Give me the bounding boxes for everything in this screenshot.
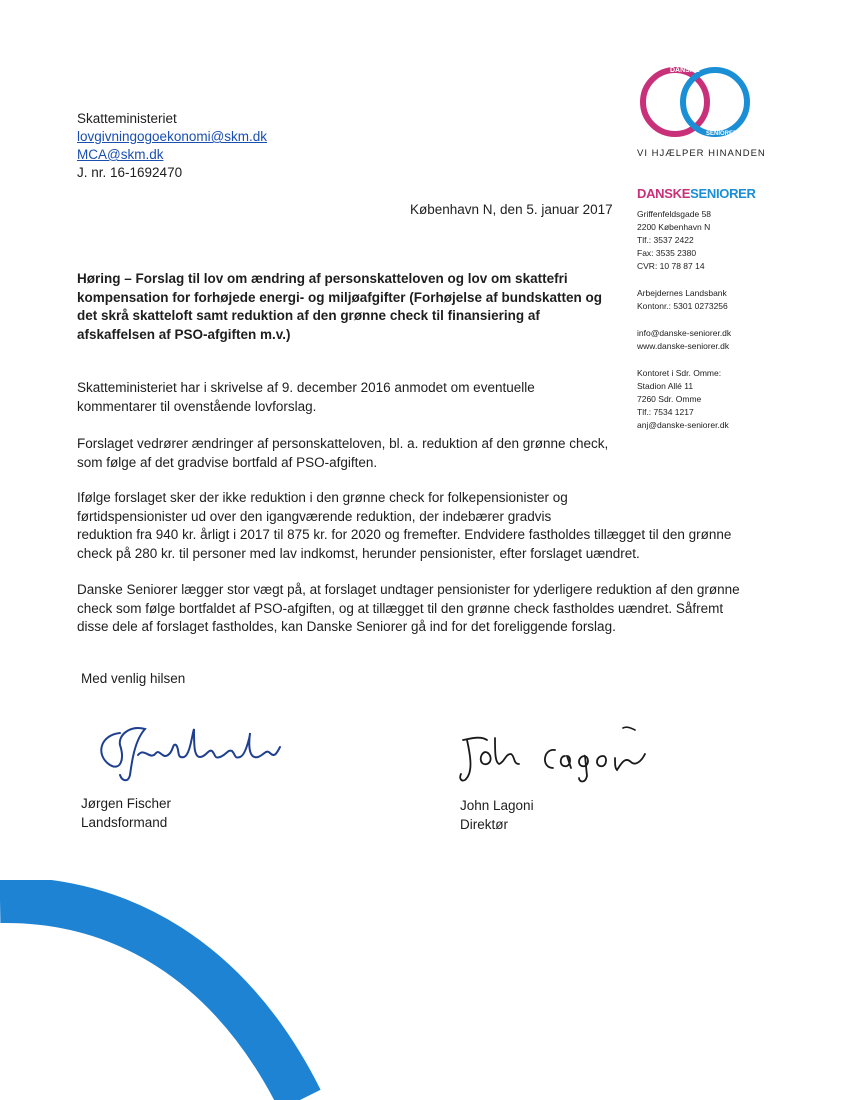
paragraph-line: check som følge bortfaldet af PSO-afgiften, og at tillægget til den grønne check fastholdes uændret. Såfremt: [77, 600, 724, 616]
paragraph-line: Ifølge forslaget sker der ikke reduktion i den grønne check for folkepensionister og: [77, 490, 568, 505]
logo-ring-pink: [643, 70, 707, 134]
sidebar-address: [637, 208, 767, 273]
office-heading: Kontoret i Sdr. Omme:: [637, 368, 722, 378]
logo-ring-bottom-text: SENIORER: [706, 131, 738, 137]
fax: Fax: 3535 2380: [637, 248, 697, 258]
recipient-name: Skatteministeriet: [77, 111, 177, 126]
logo-tagline: VI HJÆLPER HINANDEN: [637, 148, 766, 159]
paragraph-line: førtidspensionister ud over den igangværende reduktion, der indebærer gradvis: [77, 508, 552, 524]
paragraph-line: reduktion fra 940 kr. årligt i 2017 til 875 kr. for 2020 og fremefter. Endvidere fastholdes tillægget til den grønne: [77, 527, 732, 542]
signatory-title: Landsformand: [81, 815, 168, 830]
paragraph-line: check på 280 kr. til personer med lav indkomst, herunder pensionister, efter forslaget uændret.: [77, 545, 640, 561]
address-line: Griffenfeldsgade 58: [637, 209, 712, 219]
letter-date: København N, den 5. januar 2017: [410, 202, 613, 217]
recipient-block: [77, 110, 267, 182]
sender-sidebar: [637, 186, 767, 432]
email-link[interactable]: info@danske-seniorer.dk: [637, 328, 732, 338]
logo-ring-blue: [683, 70, 747, 134]
bank-account: Kontonr.: 5301 0273256: [637, 301, 728, 311]
office-email-link[interactable]: anj@danske-seniorer.dk: [637, 420, 729, 430]
paragraph-line: Danske Seniorer lægger stor vægt på, at forslaget undtager pensionister for yderligere reduktion af den grønne: [77, 582, 740, 597]
brand-part-2: SENIORER: [690, 186, 756, 201]
letter-subject: Høring – Forslag til lov om ændring af personskatteloven og lov om skattefri kompensation for forhøjede energi- og miljøafgifter (Forhøjelse af bundskatten og det skrå skatteloft samt reduktion af den grønne check til finansiering af afskaffelsen af PSO-afgiften m.v.): [77, 271, 603, 342]
paragraph-line: kommentarer til ovenstående lovforslag.: [77, 398, 317, 414]
address-line: 2200 København N: [637, 222, 711, 232]
sidebar-office: [637, 367, 767, 432]
sidebar-bank: [637, 287, 767, 313]
office-address-line: 7260 Sdr. Omme: [637, 394, 702, 404]
journal-number: J. nr. 16-1692470: [77, 165, 183, 180]
logo-ring-top-text: DANSKE: [670, 67, 700, 74]
office-phone: Tlf.: 7534 1217: [637, 407, 694, 417]
signatory-name: Jørgen Fischer: [81, 796, 172, 811]
paragraph-line: som følge af det gradvise bortfald af PSO-afgiften.: [77, 454, 378, 470]
paragraph-3: [77, 489, 767, 563]
cvr: CVR: 10 78 87 14: [637, 261, 705, 271]
sidebar-web: [637, 327, 767, 353]
website-link[interactable]: www.danske-seniorer.dk: [637, 341, 730, 351]
signatory-name: John Lagoni: [460, 798, 534, 813]
paragraph-line: Skatteministeriet har i skrivelse af 9. december 2016 anmodet om eventuelle: [77, 380, 535, 395]
paragraph-2: [77, 435, 767, 472]
signature-john-lagoni: [455, 718, 655, 793]
brand-part-1: DANSKE: [637, 186, 691, 201]
phone: Tlf.: 3537 2422: [637, 235, 694, 245]
paragraph-line: disse dele af forslaget fastholdes, kan Danske Seniorer gå ind for det foreliggende forslag.: [77, 619, 616, 634]
closing-phrase: Med venlig hilsen: [81, 671, 186, 686]
decorative-arc: [0, 880, 330, 1100]
signatory-1: [81, 794, 171, 832]
paragraph-4: [77, 581, 767, 637]
office-address-line: Stadion Allé 11: [637, 381, 694, 391]
signatory-title: Direktør: [460, 817, 508, 832]
paragraph-line: Forslaget vedrører ændringer af personskatteloven, bl. a. reduktion af den grønne check,: [77, 436, 609, 451]
signature-joergen-fischer: [90, 715, 290, 790]
recipient-email-link-2[interactable]: MCA@skm.dk: [77, 147, 164, 162]
signatory-2: [460, 796, 534, 834]
recipient-email-link-1[interactable]: lovgivningogoekonomi@skm.dk: [77, 129, 268, 144]
bank-name: Arbejdernes Landsbank: [637, 288, 727, 298]
sidebar-brand: [637, 186, 767, 202]
